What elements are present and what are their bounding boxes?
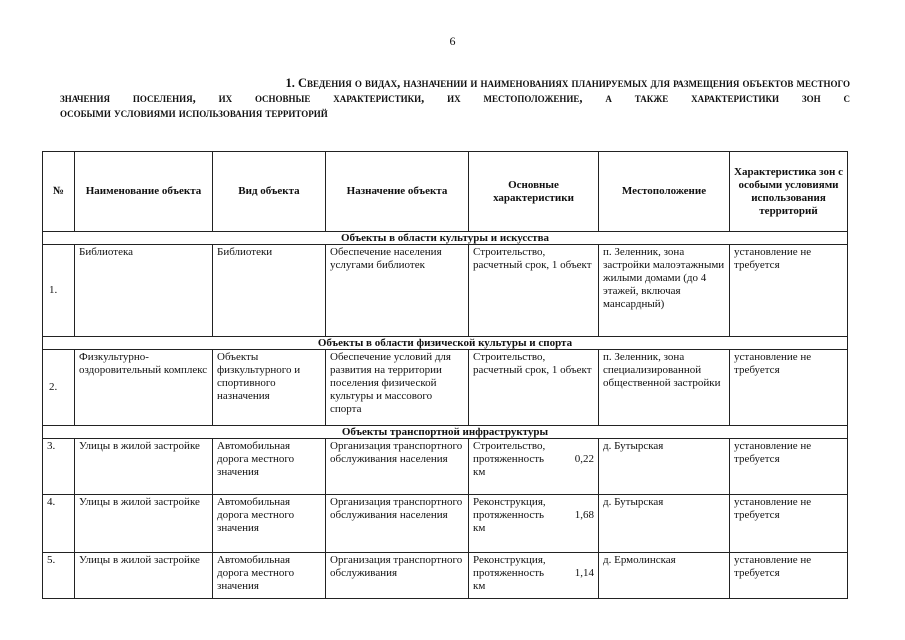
row-number: 1. <box>43 245 75 337</box>
row-location: д. Бутырская <box>599 495 730 553</box>
char-length <box>473 567 594 580</box>
col-header-zones: Характеристика зон с особыми условиями использования территорий <box>730 152 848 232</box>
char-length-value: 1,68 <box>574 509 594 521</box>
row-number: 4. <box>43 495 75 553</box>
section-title: Объекты транспортной инфраструктуры <box>43 426 848 439</box>
row-name: Физкультурно-оздоровительный комплекс <box>75 350 213 426</box>
row-name: Улицы в жилой застройке <box>75 439 213 495</box>
row-type: Объекты физкультурного и спортивного назначения <box>213 350 326 426</box>
row-purpose: Организация транспортного обслуживания населения <box>326 495 469 553</box>
row-type: Автомобильная дорога местного значения <box>213 553 326 599</box>
row-location: п. Зеленник, зона застройки малоэтажными жилыми домами (до 4 этажей, включая мансардный) <box>599 245 730 337</box>
row-type: Автомобильная дорога местного значения <box>213 495 326 553</box>
char-length <box>473 453 594 466</box>
col-header-name: Наименование объекта <box>75 152 213 232</box>
col-header-type: Вид объекта <box>213 152 326 232</box>
row-location: д. Бутырская <box>599 439 730 495</box>
section-row-sport <box>43 337 848 350</box>
char-unit: км <box>473 522 486 534</box>
row-characteristics <box>469 553 599 599</box>
char-unit: км <box>473 466 486 478</box>
table-row <box>43 495 848 553</box>
row-zones: установление не требуется <box>730 495 848 553</box>
objects-table <box>42 151 848 599</box>
char-length-label: протяженность <box>473 567 545 579</box>
table-row <box>43 439 848 495</box>
section-row-transport <box>43 426 848 439</box>
row-name: Улицы в жилой застройке <box>75 495 213 553</box>
row-characteristics: Строительство, расчетный срок, 1 объект <box>469 350 599 426</box>
char-length-label: протяженность <box>473 453 545 465</box>
table-header-row <box>43 152 848 232</box>
row-location: д. Ермолинская <box>599 553 730 599</box>
row-zones: установление не требуется <box>730 350 848 426</box>
char-length-label: протяженность <box>473 509 545 521</box>
row-location: п. Зеленник, зона специализированной общественной застройки <box>599 350 730 426</box>
row-type: Библиотеки <box>213 245 326 337</box>
col-header-location: Местоположение <box>599 152 730 232</box>
col-header-characteristics: Основные характеристики <box>469 152 599 232</box>
row-characteristics <box>469 439 599 495</box>
section-title: Объекты в области физической культуры и спорта <box>43 337 848 350</box>
char-length-value: 0,22 <box>574 453 594 465</box>
row-zones: установление не требуется <box>730 439 848 495</box>
row-purpose: Обеспечение условий для развития на территории поселения физической культуры и массового спорта <box>326 350 469 426</box>
page-number: 6 <box>449 34 456 48</box>
section-row-culture <box>43 232 848 245</box>
char-action: Реконструкция, <box>473 496 546 508</box>
heading-line-2: значения поселения, их основные характеристики, их местоположение, а также характеристики зон с <box>60 91 850 105</box>
heading-line-3: особыми условиями использования территорий <box>60 106 328 120</box>
row-name: Библиотека <box>75 245 213 337</box>
row-number: 2. <box>43 350 75 426</box>
row-purpose: Организация транспортного обслуживания населения <box>326 439 469 495</box>
col-header-purpose: Назначение объекта <box>326 152 469 232</box>
section-title: Объекты в области культуры и искусства <box>43 232 848 245</box>
row-purpose: Обеспечение населения услугами библиотек <box>326 245 469 337</box>
row-number: 5. <box>43 553 75 599</box>
row-zones: установление не требуется <box>730 245 848 337</box>
char-action: Реконструкция, <box>473 554 546 566</box>
row-characteristics <box>469 495 599 553</box>
row-type: Автомобильная дорога местного значения <box>213 439 326 495</box>
char-length-value: 1,14 <box>574 567 594 579</box>
row-zones: установление не требуется <box>730 553 848 599</box>
table-row <box>43 350 848 426</box>
heading-line-1: 1. Сведения о видах, назначении и наименованиях планируемых для размещения объектов местного <box>285 76 850 90</box>
char-action: Строительство, <box>473 440 546 452</box>
table-row <box>43 245 848 337</box>
document-heading <box>60 76 850 121</box>
row-purpose: Организация транспортного обслуживания <box>326 553 469 599</box>
char-length <box>473 509 594 522</box>
row-number: 3. <box>43 439 75 495</box>
char-unit: км <box>473 580 486 592</box>
row-characteristics: Строительство, расчетный срок, 1 объект <box>469 245 599 337</box>
col-header-num: № <box>43 152 75 232</box>
table-row <box>43 553 848 599</box>
row-name: Улицы в жилой застройке <box>75 553 213 599</box>
